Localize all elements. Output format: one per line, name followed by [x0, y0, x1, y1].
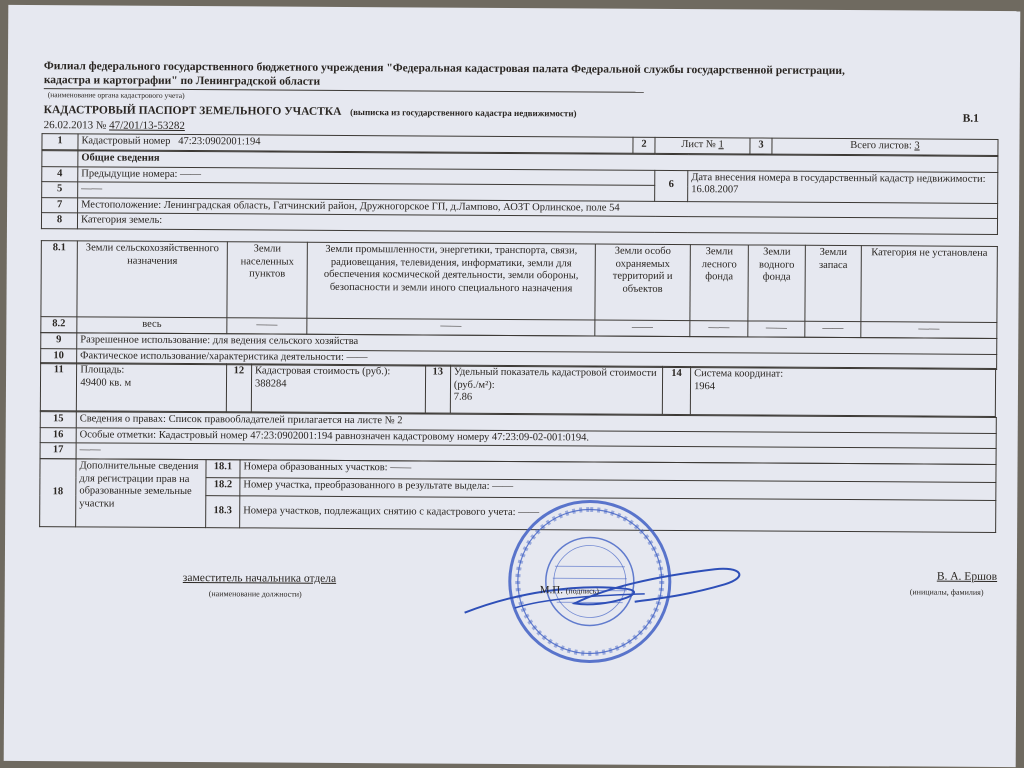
cadastral-cost-cell — [251, 364, 425, 413]
specific-cost-cell — [450, 365, 662, 414]
sheet-number-cell — [655, 137, 750, 153]
category-value: —— — [307, 318, 595, 335]
row-number: 10 — [41, 348, 77, 364]
table-general — [41, 150, 998, 234]
signer-position: заместитель начальника отдела — [182, 571, 337, 585]
row-number: 18.2 — [206, 478, 240, 496]
row-number: 8.2 — [41, 317, 77, 333]
section-general: Общие сведения — [78, 151, 998, 172]
field-label: Предыдущие номера: — [81, 167, 178, 180]
document-sheet — [4, 5, 1021, 767]
previous-numbers: —— — [180, 168, 202, 180]
field-label: Местоположение: — [81, 198, 162, 211]
cadastral-cost: 388284 — [254, 377, 287, 390]
row-number: 3 — [750, 138, 772, 154]
row-number: 1 — [42, 134, 78, 150]
field-label: Разрешенное использование: — [80, 334, 211, 347]
table-land-categories — [40, 240, 998, 338]
field-label: Кадастровый номер — [81, 135, 171, 147]
coordinate-system-cell — [690, 367, 995, 417]
category-value: —— — [861, 322, 997, 338]
doc-title: КАДАСТРОВЫЙ ПАСПОРТ ЗЕМЕЛЬНОГО УЧАСТКА — [43, 104, 342, 118]
row-number: 18 — [40, 459, 76, 527]
permitted-use: для ведения сельского хозяйства — [212, 335, 359, 348]
specific-cost: 7.86 — [453, 391, 473, 403]
field-label: Площадь: — [80, 364, 125, 376]
formed-plots: —— — [390, 462, 412, 474]
field-label: Номера образованных участков: — [243, 461, 388, 474]
category-value: —— — [805, 321, 861, 337]
row-number: 14 — [662, 366, 691, 414]
form-code: В.1 — [962, 112, 979, 125]
field-label: Система координат: — [694, 368, 784, 380]
actual-use: —— — [346, 351, 368, 363]
area-cell — [77, 363, 227, 412]
row-number: 16 — [40, 427, 76, 443]
field-label: Номер участка, преобразованного в результате выдела: — [243, 479, 490, 492]
registration-date: 16.08.2007 — [691, 184, 739, 196]
row-number: 18.1 — [206, 460, 240, 478]
additional-info-label: Дополнительные сведения для регистрации прав на образованные земельные участки — [76, 459, 206, 528]
org-name-line1: Филиал федерального государственного бюджетного учреждения "Федеральная кадастровая палата Федеральной службы государственной регистрации, — [43, 60, 845, 78]
sheet-number: 1 — [718, 139, 724, 151]
field-label: Особые отметки: — [79, 428, 157, 441]
category-value: —— — [227, 318, 307, 334]
category-header: Земли водного фонда — [748, 245, 805, 321]
org-name-line2: кадастра и картографии" по Ленинградской области — [43, 74, 321, 88]
category-header: Земли особо охраняемых территорий и объектов — [595, 244, 690, 321]
table-area-cost — [40, 362, 996, 417]
row-number: 15 — [40, 412, 76, 428]
doc-number-prefix: № — [95, 119, 107, 132]
field-label: Номера участков, подлежащих снятию с кадастрового учета: — [243, 505, 516, 519]
category-value: весь — [77, 317, 227, 333]
signature-image — [454, 553, 754, 635]
doc-title-line — [44, 104, 577, 119]
total-sheets-cell — [772, 138, 998, 155]
org-name — [44, 59, 974, 93]
row-number: 8.1 — [41, 241, 77, 317]
category-header: Земли населенных пунктов — [227, 242, 307, 318]
removed-plots: —— — [518, 507, 540, 519]
category-value: —— — [690, 321, 748, 337]
field-label: Фактическое использование/характеристика деятельности: — [80, 349, 344, 363]
row-number: 11 — [40, 363, 77, 411]
table-rights — [40, 411, 997, 464]
table-row — [41, 241, 997, 323]
coordinate-system: 1964 — [694, 380, 716, 392]
org-caption: (наименование органа кадастрового учета) — [47, 90, 185, 100]
row-number: 9 — [41, 333, 77, 349]
area: 49400 кв. м — [80, 376, 132, 389]
doc-date-number — [44, 119, 185, 132]
transformed-plot: —— — [492, 480, 514, 493]
field-label: Сведения о правах: — [79, 413, 166, 425]
field-label: Лист № — [681, 139, 716, 151]
row-number: 4 — [42, 166, 78, 182]
row-number: 13 — [425, 365, 451, 413]
row-number: 5 — [42, 182, 78, 198]
category-value: —— — [748, 321, 805, 337]
signature-caption: (подпись) — [565, 586, 599, 596]
category-header: Категория не установлена — [861, 246, 997, 323]
row17-value: —— — [76, 443, 996, 464]
row-number: 7 — [42, 197, 78, 213]
special-notes: Кадастровый номер 47:23:0902001:194 равнозначен кадастровому номеру 47:23:09-02-001:0194. — [158, 429, 590, 443]
cadastral-number: 47:23:0902001:194 — [178, 135, 261, 148]
row5-value: —— — [78, 182, 655, 201]
table-row — [40, 363, 995, 417]
signer-name: В. А. Ершов — [936, 570, 998, 583]
category-value: —— — [595, 320, 690, 336]
doc-date: 26.02.2013 — [43, 119, 94, 132]
field-label: Дата внесения номера в государственный кадастр недвижимости: — [691, 171, 986, 185]
land-category-label: Категория земель: — [77, 213, 997, 234]
category-header: Земли сельскохозяйственного назначения — [77, 241, 227, 318]
row-number: 18.3 — [206, 496, 240, 528]
row-number: 2 — [633, 137, 655, 153]
row-number: 8 — [41, 213, 77, 229]
row-number: 12 — [226, 364, 252, 412]
rights-info: Список правообладателей прилагается на листе № 2 — [168, 413, 403, 427]
stamp-place-line — [540, 584, 599, 596]
row-number: 6 — [655, 170, 688, 201]
category-header: Земли запаса — [805, 245, 861, 321]
field-label: Удельный показатель кадастровой стоимости (руб./м²): — [453, 366, 657, 391]
doc-subtitle: (выписка из государственного кадастра недвижимости) — [350, 107, 577, 119]
empty-cell — [42, 151, 78, 167]
category-header: Земли лесного фонда — [690, 245, 748, 321]
signer-name-caption: (инициалы, фамилия) — [909, 587, 984, 597]
field-label: Всего листов: — [850, 140, 912, 152]
doc-number: 47/201/13-53282 — [109, 119, 185, 132]
signer-position-caption: (наименование должности) — [208, 589, 302, 599]
location: Ленинградская область, Гатчинский район, Дружногорское ГП, д.Лампово, АОЗТ Орлинское, поле 54 — [163, 199, 620, 214]
row-number: 17 — [40, 443, 76, 459]
total-sheets: 3 — [914, 140, 920, 152]
stamp-place: М.П. — [539, 584, 564, 597]
field-label: Кадастровая стоимость (руб.): — [255, 365, 391, 378]
registration-date-cell — [688, 170, 998, 203]
category-header: Земли промышленности, энергетики, транспорта, связи, радиовещания, телевидения, информатики, земли для обеспечения космической деятельности, земли обороны, безопасности и земли иного специального назначения — [307, 242, 595, 320]
